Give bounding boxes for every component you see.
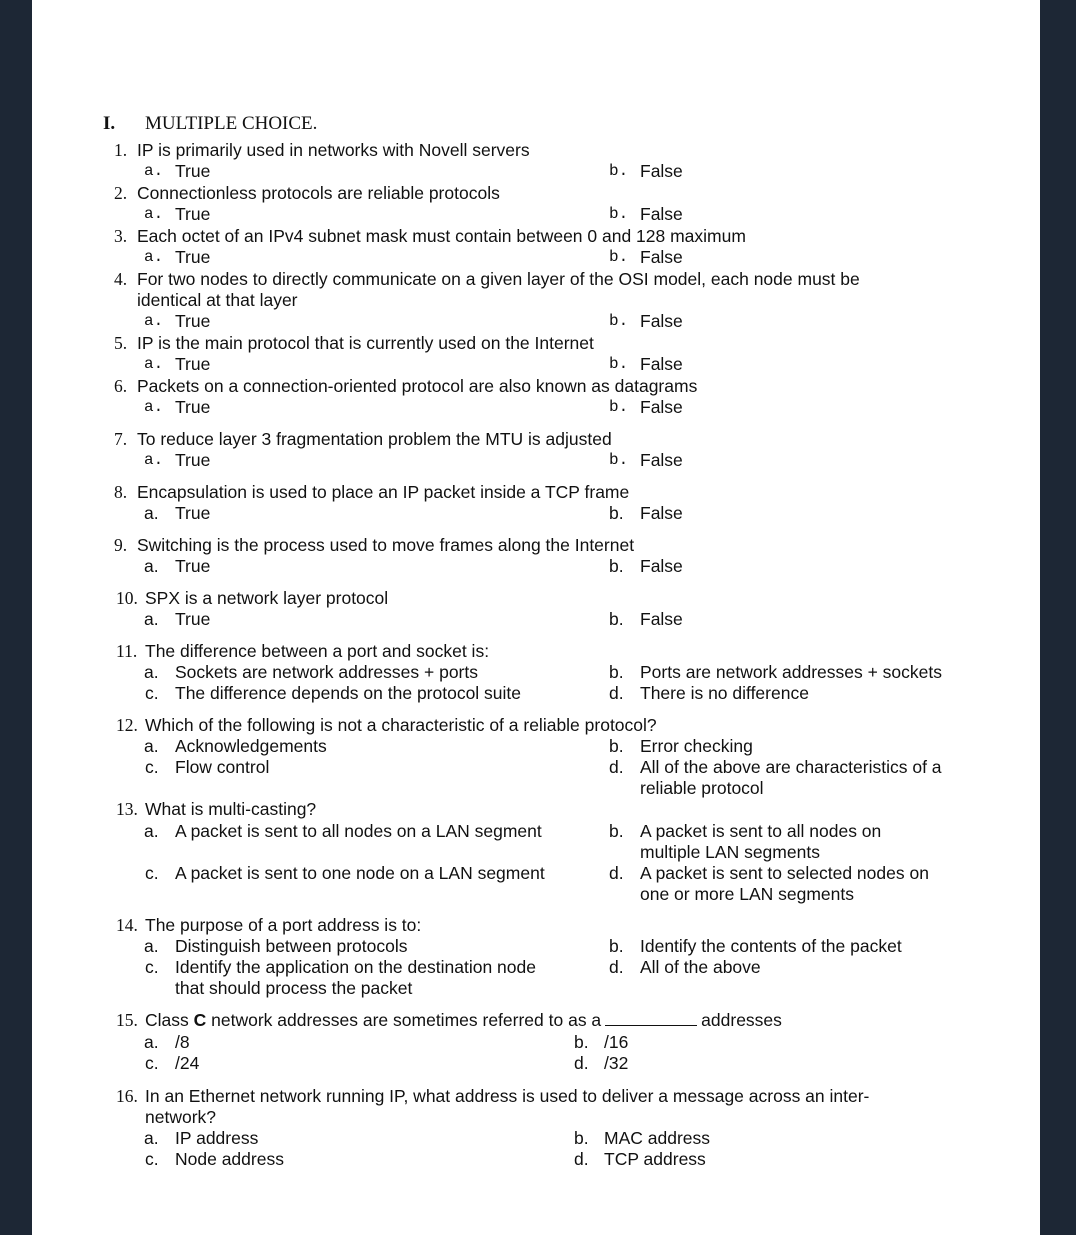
section-numeral: I. xyxy=(103,113,116,134)
question-number: 6. xyxy=(114,376,128,396)
option-d-letter: d. xyxy=(609,683,624,703)
option-b-text: False xyxy=(640,247,683,267)
option-a-letter: a. xyxy=(144,1128,159,1148)
option-d-text: There is no difference xyxy=(640,683,809,703)
question-number: 3. xyxy=(114,226,128,246)
option-a-letter: a. xyxy=(144,736,159,756)
option-a-text: Sockets are network addresses + ports xyxy=(175,662,478,682)
option-a-text: True xyxy=(175,503,211,523)
option-a-text: True xyxy=(175,397,211,417)
question-stem: The difference between a port and socket is: xyxy=(145,641,490,661)
option-c-letter: c. xyxy=(145,757,159,777)
option-a-letter: a. xyxy=(144,821,159,841)
option-d-text: TCP address xyxy=(604,1149,706,1169)
question-stem: For two nodes to directly communicate on a given layer of the OSI model, each node must be xyxy=(137,269,860,289)
option-a-text: True xyxy=(175,556,211,576)
option-c-text: Node address xyxy=(175,1149,284,1169)
option-b-text: False xyxy=(640,204,683,224)
option-b-letter: b. xyxy=(609,609,624,629)
option-b-text: A packet is sent to all nodes on xyxy=(640,821,882,841)
question-number: 15. xyxy=(116,1010,138,1030)
answer-blank[interactable] xyxy=(605,1010,697,1026)
option-a-text: IP address xyxy=(175,1128,259,1148)
option-a-text: A packet is sent to all nodes on a LAN segment xyxy=(175,821,542,841)
question-stem: To reduce layer 3 fragmentation problem the MTU is adjusted xyxy=(137,429,612,449)
question-number: 10. xyxy=(116,588,138,608)
option-b-letter: b. xyxy=(609,662,624,682)
option-c-text: Flow control xyxy=(175,757,270,777)
option-b-letter: b. xyxy=(609,248,629,266)
option-b-text: /16 xyxy=(604,1032,629,1052)
question-stem: Connectionless protocols are reliable protocols xyxy=(137,183,500,203)
option-a-letter: a. xyxy=(144,248,164,266)
option-d-text-continued: one or more LAN segments xyxy=(640,884,854,904)
option-c-letter: c. xyxy=(145,863,159,883)
question-number: 16. xyxy=(116,1086,138,1106)
option-a-letter: a. xyxy=(144,355,164,373)
option-b-text: False xyxy=(640,161,683,181)
question-number: 1. xyxy=(114,140,128,160)
option-a-text: True xyxy=(175,311,211,331)
option-b-text: False xyxy=(640,609,683,629)
option-a-text: True xyxy=(175,354,211,374)
option-a-text: True xyxy=(175,247,211,267)
question-number: 13. xyxy=(116,799,138,819)
question-stem: SPX is a network layer protocol xyxy=(145,588,389,608)
question-stem: Which of the following is not a characteristic of a reliable protocol? xyxy=(145,715,657,735)
left-background-strip xyxy=(0,0,32,1235)
option-b-text: Error checking xyxy=(640,736,753,756)
option-a-text: True xyxy=(175,161,211,181)
option-a-text: True xyxy=(175,450,211,470)
stem-bold: C xyxy=(193,1010,207,1030)
option-b-letter: b. xyxy=(609,503,624,523)
option-b-letter: b. xyxy=(609,821,624,841)
option-b-letter: b. xyxy=(609,205,629,223)
option-d-text-continued: reliable protocol xyxy=(640,778,764,798)
option-c-text-continued: that should process the packet xyxy=(175,978,413,998)
option-c-text: A packet is sent to one node on a LAN segment xyxy=(175,863,545,883)
option-b-text: MAC address xyxy=(604,1128,711,1148)
option-d-letter: d. xyxy=(609,757,624,777)
question-number: 14. xyxy=(116,915,138,935)
option-d-letter: d. xyxy=(609,863,624,883)
option-b-letter: b. xyxy=(609,936,624,956)
option-a-text: Distinguish between protocols xyxy=(175,936,408,956)
option-a-letter: a. xyxy=(144,312,164,330)
option-b-letter: b. xyxy=(609,398,629,416)
option-a-letter: a. xyxy=(144,1032,159,1052)
option-a-letter: a. xyxy=(144,162,164,180)
option-a-letter: a. xyxy=(144,609,159,629)
option-a-letter: a. xyxy=(144,936,159,956)
option-a-text: /8 xyxy=(175,1032,190,1052)
option-a-letter: a. xyxy=(144,398,164,416)
question-number: 5. xyxy=(114,333,128,353)
option-d-letter: d. xyxy=(574,1053,589,1073)
question-stem xyxy=(145,1010,782,1031)
option-c-letter: c. xyxy=(145,683,159,703)
option-a-letter: a. xyxy=(144,503,159,523)
question-stem: Each octet of an IPv4 subnet mask must contain between 0 and 128 maximum xyxy=(137,226,746,246)
option-b-text: Identify the contents of the packet xyxy=(640,936,902,956)
option-c-letter: c. xyxy=(145,1053,159,1073)
question-number: 7. xyxy=(114,429,128,449)
option-b-text: Ports are network addresses + sockets xyxy=(640,662,943,682)
option-b-text: False xyxy=(640,354,683,374)
question-number: 4. xyxy=(114,269,128,289)
option-d-letter: d. xyxy=(574,1149,589,1169)
option-d-letter: d. xyxy=(609,957,624,977)
question-number: 2. xyxy=(114,183,128,203)
option-a-letter: a. xyxy=(144,556,159,576)
option-b-text: False xyxy=(640,450,683,470)
question-stem-continued: identical at that layer xyxy=(137,290,298,310)
stem-prefix: Class xyxy=(145,1010,194,1030)
question-stem: Switching is the process used to move frames along the Internet xyxy=(137,535,635,555)
section-title: MULTIPLE CHOICE. xyxy=(145,113,318,134)
option-c-text: Identify the application on the destination node xyxy=(175,957,536,977)
question-stem: IP is the main protocol that is currently used on the Internet xyxy=(137,333,594,353)
stem-suffix: addresses xyxy=(701,1010,782,1030)
option-a-text: True xyxy=(175,609,211,629)
option-d-text: A packet is sent to selected nodes on xyxy=(640,863,929,883)
option-d-text: /32 xyxy=(604,1053,629,1073)
option-b-text: False xyxy=(640,556,683,576)
question-stem: What is multi-casting? xyxy=(145,799,317,819)
option-a-text: Acknowledgements xyxy=(175,736,327,756)
worksheet-page xyxy=(32,0,1040,1235)
question-stem: Encapsulation is used to place an IP packet inside a TCP frame xyxy=(137,482,630,502)
option-b-text: False xyxy=(640,397,683,417)
option-b-letter: b. xyxy=(609,451,629,469)
question-number: 12. xyxy=(116,715,138,735)
option-b-letter: b. xyxy=(609,312,629,330)
option-b-letter: b. xyxy=(574,1128,589,1148)
question-stem: IP is primarily used in networks with Novell servers xyxy=(137,140,530,160)
option-d-text: All of the above are characteristics of a xyxy=(640,757,942,777)
option-a-letter: a. xyxy=(144,205,164,223)
question-number: 11. xyxy=(116,641,138,661)
option-b-letter: b. xyxy=(609,556,624,576)
right-background-strip xyxy=(1040,0,1076,1235)
option-b-text: False xyxy=(640,503,683,523)
stem-middle: network addresses are sometimes referred to as a xyxy=(206,1010,602,1030)
option-b-letter: b. xyxy=(609,736,624,756)
option-b-text-continued: multiple LAN segments xyxy=(640,842,820,862)
question-number: 8. xyxy=(114,482,128,502)
option-b-letter: b. xyxy=(609,355,629,373)
question-stem: In an Ethernet network running IP, what address is used to deliver a message across an inter- xyxy=(145,1086,870,1106)
option-a-text: True xyxy=(175,204,211,224)
question-number: 9. xyxy=(114,535,128,555)
option-b-letter: b. xyxy=(609,162,629,180)
option-c-letter: c. xyxy=(145,1149,159,1169)
question-stem: The purpose of a port address is to: xyxy=(145,915,422,935)
question-stem-continued: network? xyxy=(145,1107,217,1127)
option-a-letter: a. xyxy=(144,662,159,682)
option-c-text: /24 xyxy=(175,1053,200,1073)
question-stem: Packets on a connection-oriented protocol are also known as datagrams xyxy=(137,376,698,396)
option-b-letter: b. xyxy=(574,1032,589,1052)
option-b-text: False xyxy=(640,311,683,331)
option-a-letter: a. xyxy=(144,451,164,469)
option-c-text: The difference depends on the protocol suite xyxy=(175,683,522,703)
option-c-letter: c. xyxy=(145,957,159,977)
option-d-text: All of the above xyxy=(640,957,761,977)
